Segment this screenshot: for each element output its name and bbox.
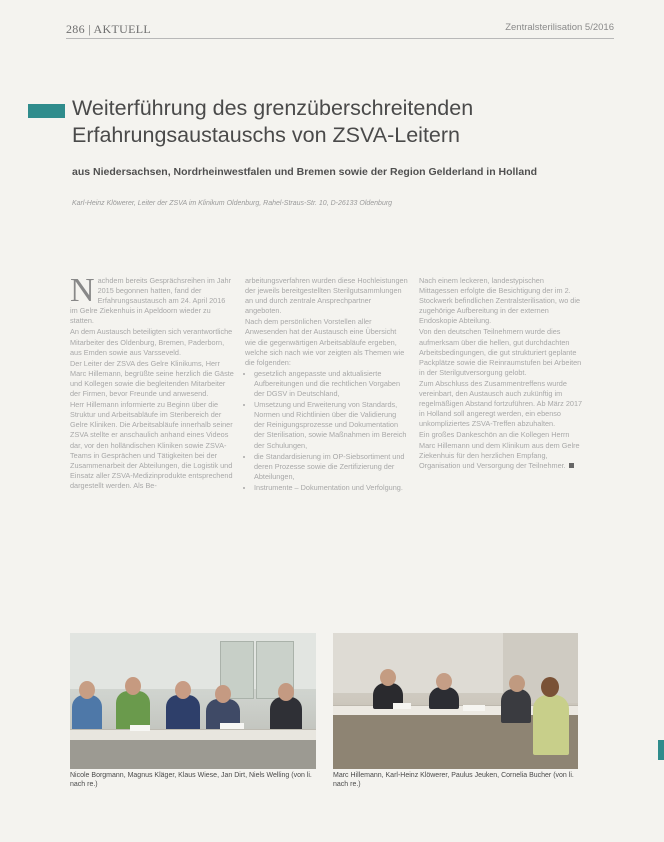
page-header [66,18,614,38]
title-line-2: Erfahrungsaustauschs von ZSVA-Leitern [72,123,460,147]
article-author: Karl-Heinz Klöwerer, Leiter der ZSVA im Klinikum Oldenburg, Rahel-Straus-Str. 10, D-26133 Oldenburg [72,200,393,207]
page-edge-marker [658,740,664,760]
text-column-3 [419,276,585,472]
article-title [72,95,612,149]
page-number-section: 286 | AKTUELL [66,22,151,36]
paragraph-text: Ein großes Dankeschön an die Kollegen Herrn Marc Hillemann und dem Klinikum aus dem Gelre Ziekenhuis für den herzlichen Empfang, Organisation und Versorgung der Teilnehmer. [419,430,580,470]
topic-list [245,369,408,493]
meeting-photo-1 [70,633,316,769]
photo-caption-2: Marc Hillemann, Karl-Heinz Klöwerer, Paulus Jeuken, Cornelia Bucher (von li. nach re.) [333,772,574,788]
list-item: • Umsetzung und Erweiterung von Standards, Normen und Richtlinien über die Validierung der Reinigungsprozesse und Dokumentation der Sterilisation, sowie Maßnahmen im Bereich der Schulungen, [254,400,408,450]
paragraph: Von den deutschen Teilnehmern wurde dies aufmerksam über die hellen, gut durchdachten Arbeitsbedingungen, die gut strukturiert geplante Packplätze sowie die Reinraumstufen bei Arbeiten in der Sterilgutversorgung gelobt. [419,327,582,377]
paragraph [70,272,234,326]
paragraph-text: achdem bereits Gesprächsreihen im Jahr 2015 begonnen hatten, fand der Erfahrungsaustausch am 24. April 2016 im Gelre Ziekenhuis in Apeldoorn wieder zu statten. [70,276,231,326]
end-mark-icon [569,463,574,468]
article-subtitle: aus Niedersachsen, Nordrheinwestfalen und Bremen sowie der Region Gelderland in Holland [72,166,538,178]
paragraph: An dem Austausch beteiligten sich verantwortliche Mitarbeiter des Oldenburg, Bremen, Paderborn, aus Emden sowie aus Varsseveld. [70,327,233,357]
paragraph: Der Leiter der ZSVA des Gelre Klinikums, Herr Marc Hillemann, begrüßte seine herzlich die Gäste und Kollegen sowie die begleitenden Mitarbeiter der Firmen, bevor Freunde und anwesend. [70,358,234,399]
paragraph: Nach einem leckeren, landestypischen Mittagessen erfolgte die Besichtigung der im 2. Stockwerk befindlichen Zentralsterilisation, wo die zugehörige Aufbereitung in der externen Endoskopie Abteilung. [419,276,581,326]
paragraph: Nach dem persönlichen Vorstellen aller Anwesenden hat der Austausch eine Übersicht wie die gegenwärtigen Arbeitsabläufe ergeben, welche sich nach wie vor zeigten als Themen wie die folgenden: [245,317,405,367]
list-item: • Instrumente – Dokumentation und Verfolgung. [254,483,408,493]
journal-name: Zentralsterilisation 5/2016 [505,22,614,33]
paragraph: Herr Hillemann informierte zu Beginn über die Struktur und Arbeitsabläufe im Steribereich der Gelre Kliniken. Die Arbeitsabläufe innerhalb seiner ZSVA stellte er anschaulich anhand eines Videos dar, vor den holländischen Kliniken sowie ZSVA-Teams in Gesprächen und Tätigkeiten bei der Zusammenarbeit der Abteilungen, die Logistik und Einsatz aller ZSVA-Medizinprodukte entsprechend dargestellt werden. Als Be- [70,400,233,490]
drop-cap: N [70,272,95,309]
text-column-1 [70,272,234,492]
photo-caption-1: Nicole Borgmann, Magnus Kläger, Klaus Wiese, Jan Dirt, Niels Welling (von li. nach re.) [70,772,312,788]
title-accent-bar [28,104,65,118]
header-rule [66,38,614,39]
list-item: • die Standardisierung im OP-Siebsortiment und deren Prozesse sowie die Zertifizierung der Abteilungen, [254,452,408,482]
paragraph [419,430,585,470]
paragraph: arbeitungsverfahren wurden diese Hochleistungen der jeweils bereitgestellten Sterilgutsammlungen an und durch zentrale Ansprechpartner angeboten. [245,276,408,316]
title-line-1: Weiterführung des grenzüberschreitenden [72,96,474,120]
list-item: • gesetzlich angepasste und aktualisierte Aufbereitungen und die rechtlichen Vorgaben der DGSV in Deutschland, [254,369,408,399]
paragraph: Zum Abschluss des Zusammentreffens wurde vereinbart, den Austausch auch zukünftig im regelmäßigen Abstand fortzuführen. Ab März 2017 in Holland soll angeregt werden, ein ebenso unkompliziertes ZSVA-Treffen abzuhalten. [419,378,583,429]
meeting-photo-2 [333,633,578,769]
text-column-2 [245,276,408,494]
